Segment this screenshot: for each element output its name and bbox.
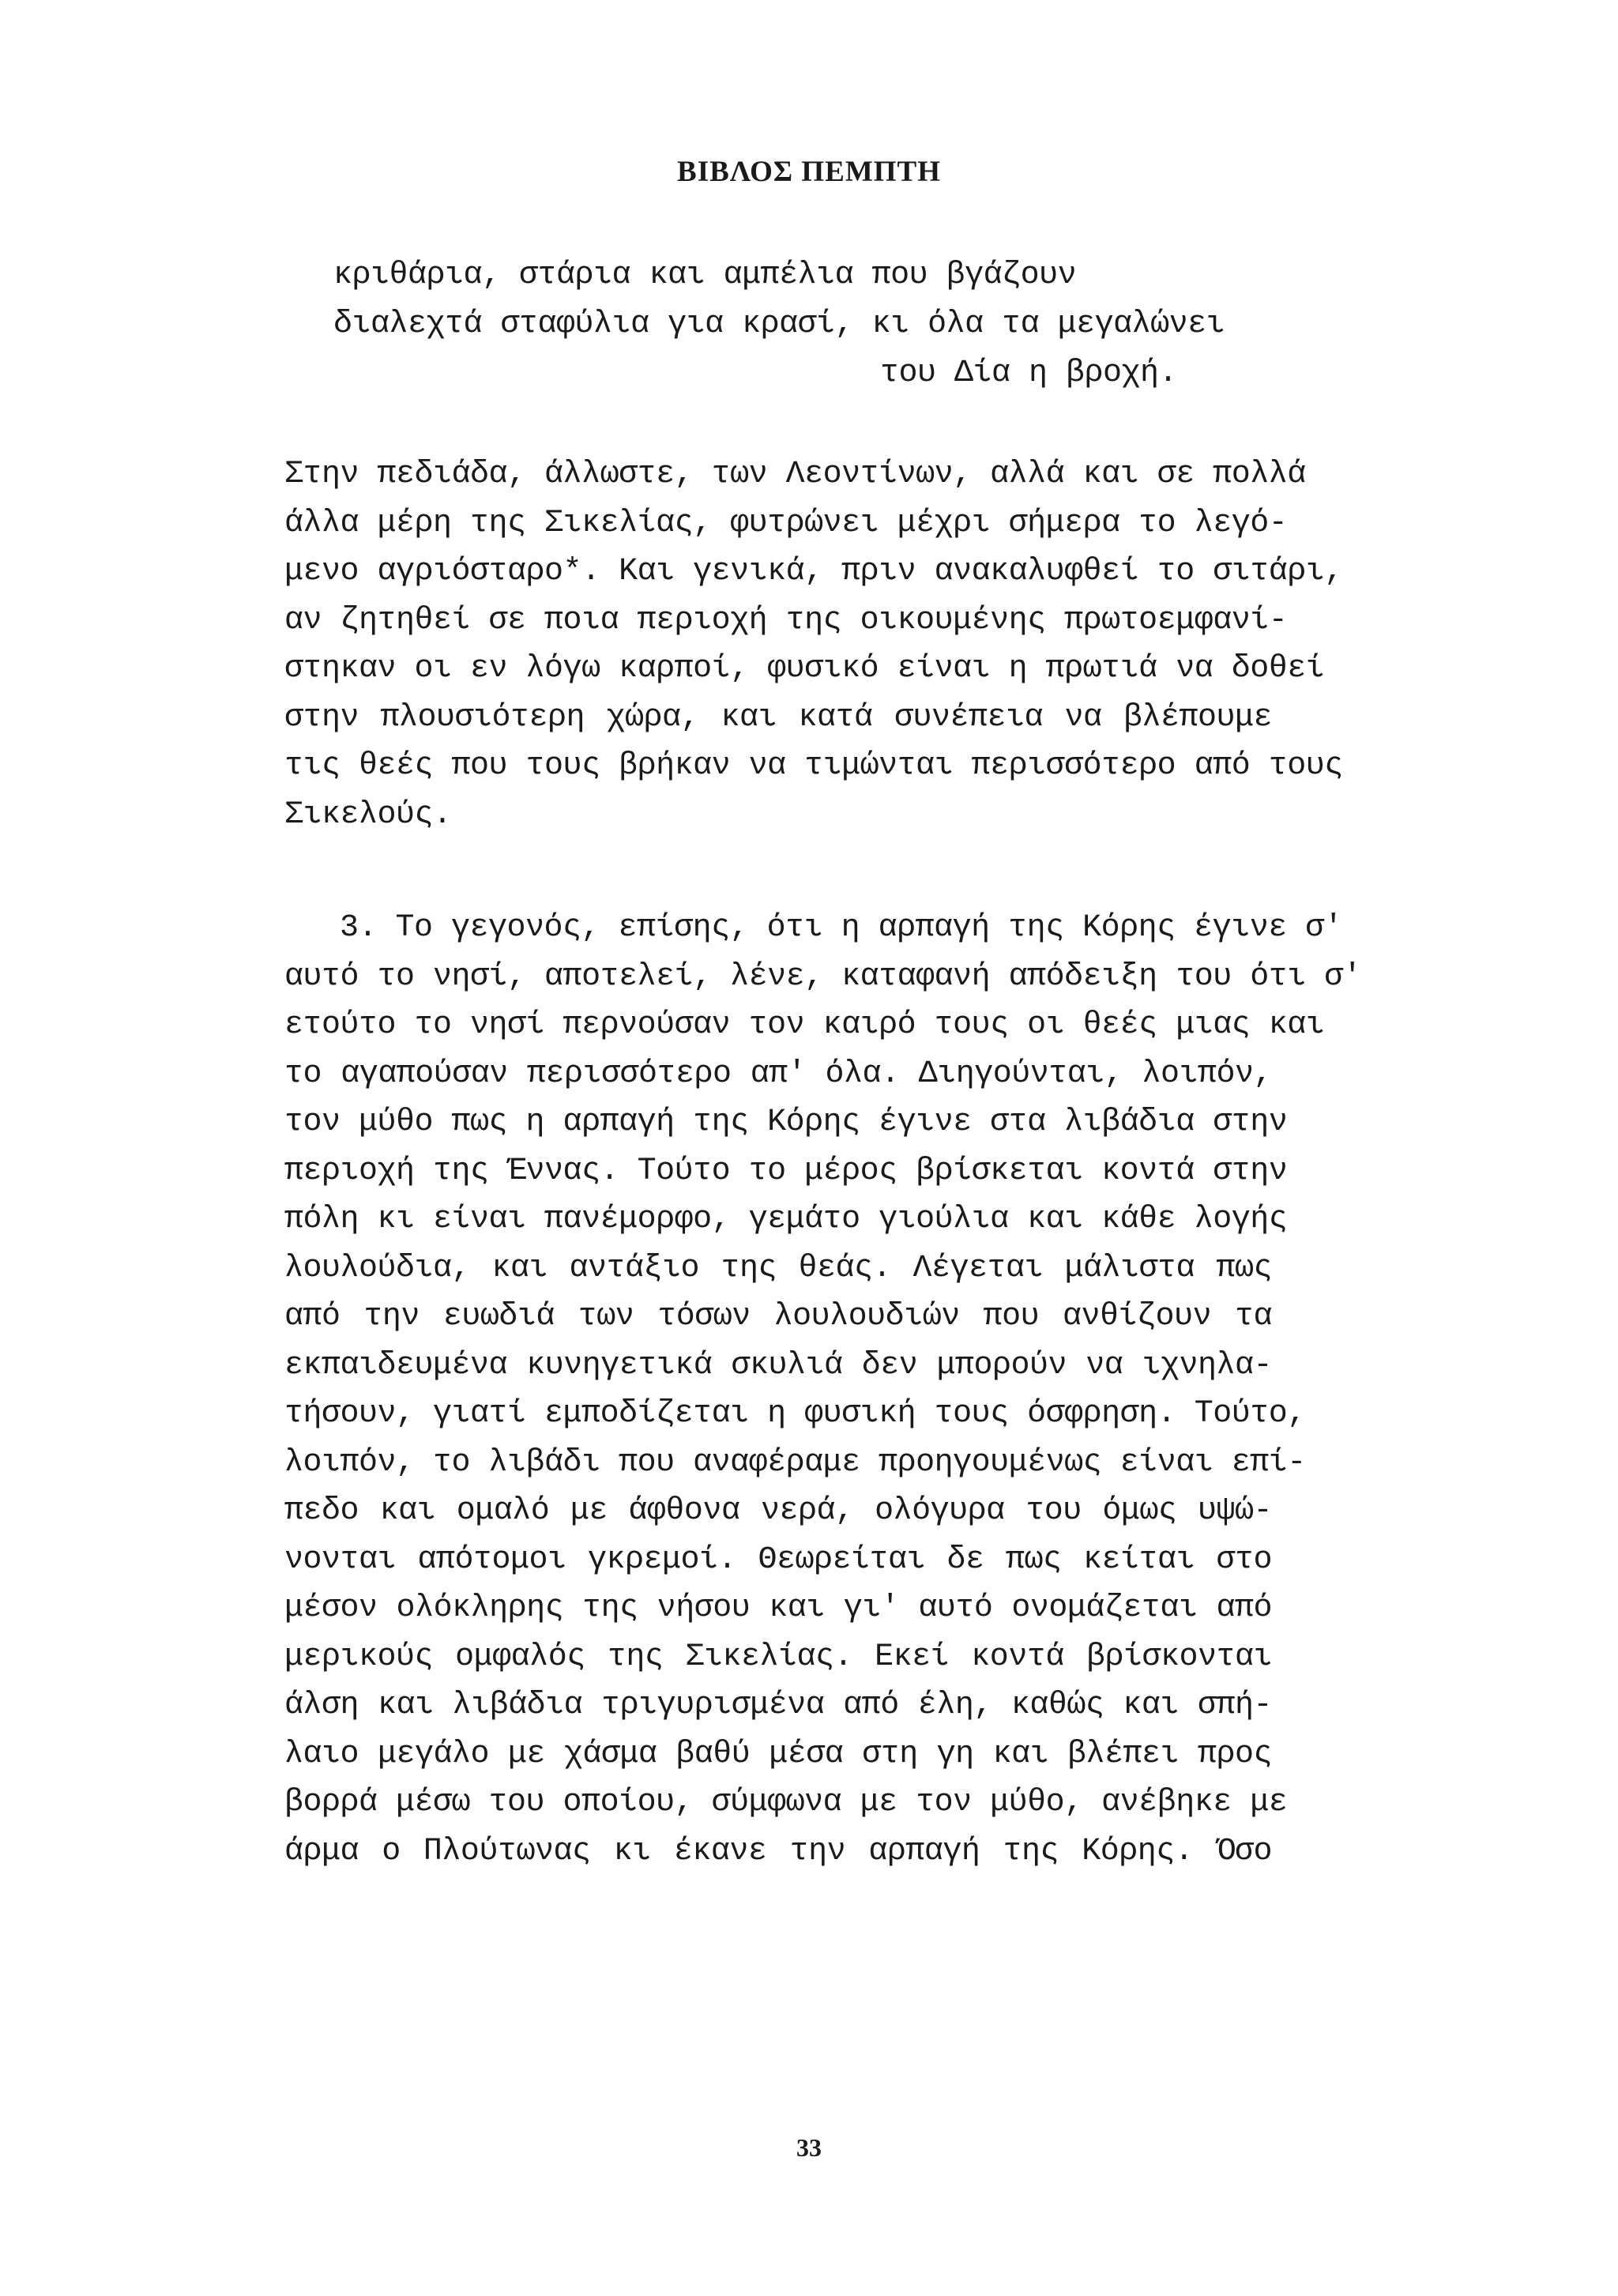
verse-line: διαλεχτά σταφύλια για κρασί, κι όλα τα μεγαλώνει xyxy=(333,307,1225,342)
page-number: 33 xyxy=(796,2133,822,2162)
text-line: αυτό το νησί, αποτελεί, λένε, καταφανή απόδειξη του ότι σ' xyxy=(284,958,1362,995)
text-line: αν ζητηθεί σε ποια περιοχή της οικουμένης πρωτοεμφανί- xyxy=(284,602,1288,638)
text-line: πόλη κι είναι πανέμορφο, γεμάτο γιούλια και κάθε λογής xyxy=(284,1202,1288,1237)
text-line: από την ευωδιά των τόσων λουλουδιών που ανθίζουν τα xyxy=(284,1299,1272,1334)
text-line: στηκαν οι εν λόγω καρποί, φυσικό είναι η πρωτιά να δοθεί xyxy=(284,651,1325,687)
text-line: περιοχή της Έννας. Τούτο το μέρος βρίσκεται κοντά στην xyxy=(284,1153,1288,1189)
text-line: νονται απότομοι γκρεμοί. Θεωρείται δε πως κείται στο xyxy=(284,1541,1272,1578)
text-line: λαιο μεγάλο με χάσμα βαθύ μέσα στη γη και βλέπει προς xyxy=(284,1736,1272,1772)
text-line: μενο αγριόσταρο*. Και γενικά, πριν ανακαλυφθεί το σιτάρι, xyxy=(284,554,1343,589)
text-line: το αγαπούσαν περισσότερο απ' όλα. Διηγούνται, λοιπόν, xyxy=(284,1056,1272,1092)
paragraph-2 xyxy=(284,904,1362,1876)
text-line: λοιπόν, το λιβάδι που αναφέραμε προηγουμένως είναι επί- xyxy=(284,1444,1306,1481)
text-line: τις θεές που τους βρήκαν να τιμώνται περισσότερο από τους xyxy=(284,748,1343,784)
text-line: βορρά μέσω του οποίου, σύμφωνα με τον μύθο, ανέβηκε με xyxy=(284,1785,1288,1820)
text-line: άλλα μέρη της Σικελίας, φυτρώνει μέχρι σήμερα το λεγό- xyxy=(284,505,1288,541)
text-line: 3. Το γεγονός, επίσης, ότι η αρπαγή της Κόρης έγινε σ' xyxy=(340,910,1343,946)
text-line: άρμα ο Πλούτωνας κι έκανε την αρπαγή της Κόρης. Όσο xyxy=(284,1833,1272,1869)
text-line: μέσον ολόκληρης της νήσου και γι' αυτό ονομάζεται από xyxy=(284,1590,1272,1626)
text-line: εκπαιδευμένα κυνηγετικά σκυλιά δεν μπορούν να ιχνηλα- xyxy=(284,1347,1272,1383)
running-head: ΒΙΒΛΟΣ ΠΕΜΠΤΗ xyxy=(677,156,941,188)
text-line: τον μύθο πως η αρπαγή της Κόρης έγινε στα λιβάδια στην xyxy=(284,1105,1288,1140)
text-line: άλση και λιβάδια τριγυρισμένα από έλη, καθώς και σπή- xyxy=(284,1688,1272,1723)
text-line: στην πλουσιότερη χώρα, και κατά συνέπεια να βλέπουμε xyxy=(284,699,1272,736)
text-line: ετούτο το νησί περνούσαν τον καιρό τους οι θεές μιας και xyxy=(284,1007,1325,1043)
text-line: μερικούς ομφαλός της Σικελίας. Εκεί κοντά βρίσκονται xyxy=(284,1639,1272,1675)
text-line: λουλούδια, και αντάξιο της θεάς. Λέγεται μάλιστα πως xyxy=(284,1250,1272,1286)
text-line: Σικελούς. xyxy=(284,796,452,833)
text-line: τήσουν, γιατί εμποδίζεται η φυσική τους όσφρηση. Τούτο, xyxy=(284,1396,1306,1432)
text-line: Στην πεδιάδα, άλλωστε, των Λεοντίνων, αλλά και σε πολλά xyxy=(284,457,1306,492)
text-line: πεδο και ομαλό με άφθονα νερά, ολόγυρα του όμως υψώ- xyxy=(284,1493,1272,1529)
verse-line: του Δία η βροχή. xyxy=(880,356,1178,391)
verse-line: κριθάρια, στάρια και αμπέλια που βγάζουν xyxy=(333,258,1077,293)
verse-quotation xyxy=(333,251,1360,398)
paragraph-1 xyxy=(284,450,1343,839)
